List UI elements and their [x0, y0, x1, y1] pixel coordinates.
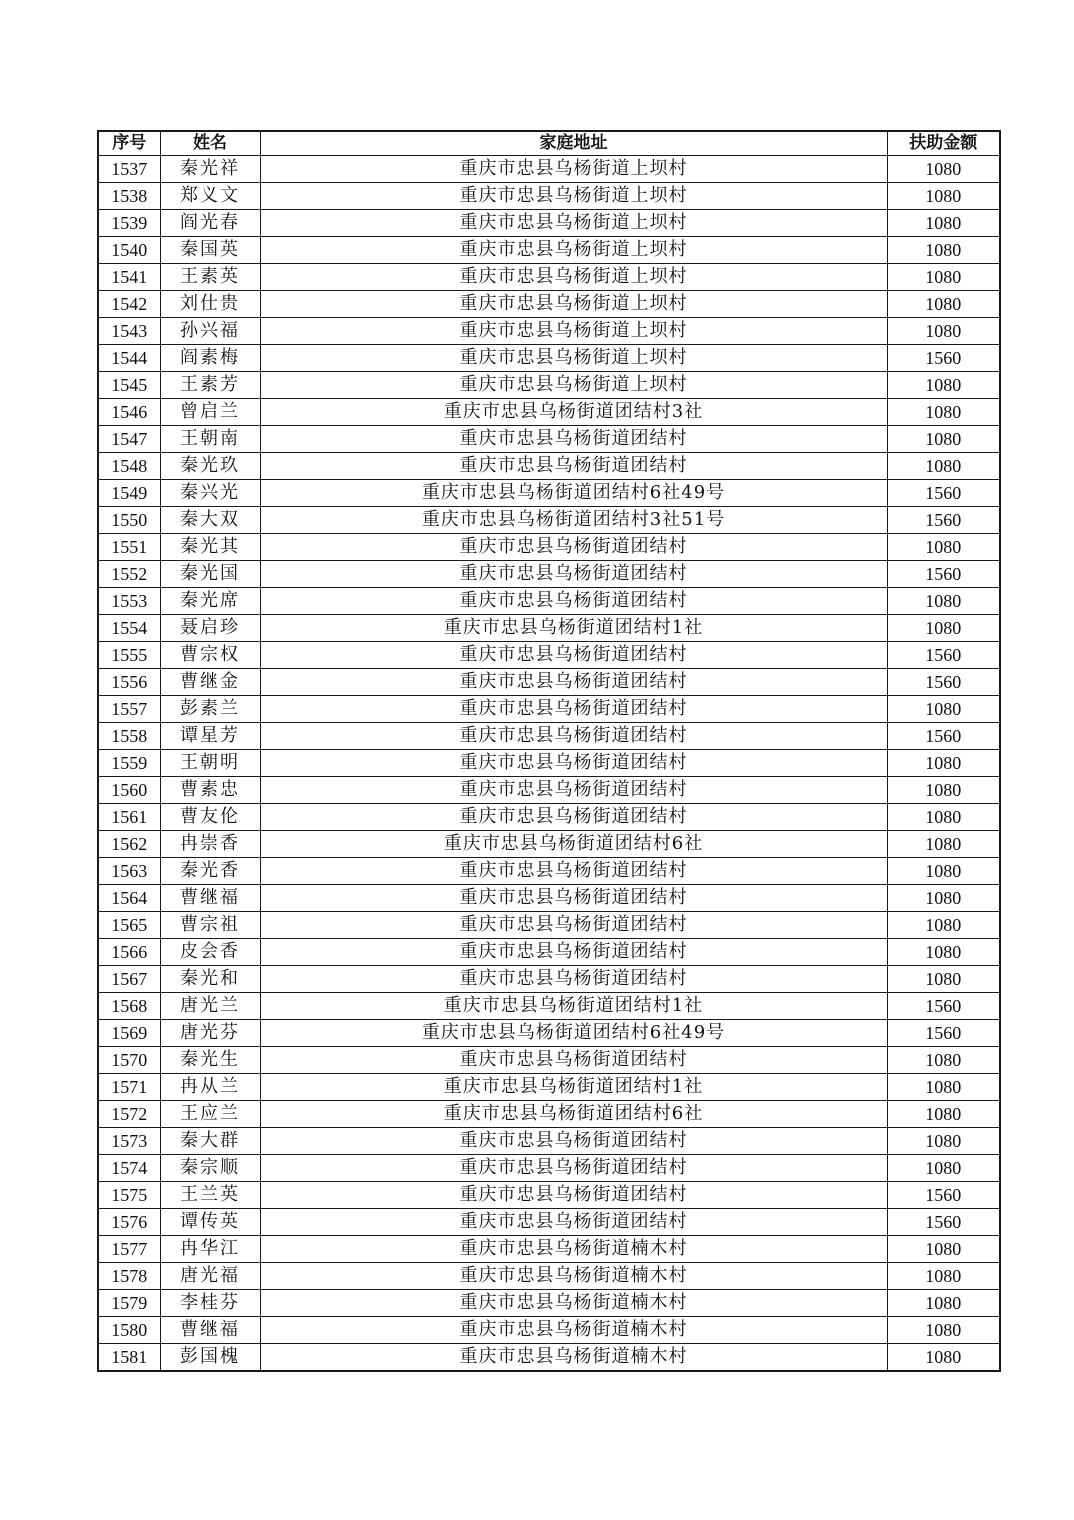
table-row [98, 507, 1000, 534]
table-row [98, 264, 1000, 291]
cell-amount: 1080 [887, 453, 1000, 480]
cell-address: 重庆市忠县乌杨街道团结村 [260, 669, 887, 696]
header-assistance-amount: 扶助金额 [887, 131, 1000, 156]
cell-address: 重庆市忠县乌杨街道团结村 [260, 534, 887, 561]
table-row [98, 1182, 1000, 1209]
table-row [98, 453, 1000, 480]
cell-name: 秦光和 [160, 966, 260, 993]
table-row [98, 885, 1000, 912]
cell-amount: 1560 [887, 669, 1000, 696]
cell-name: 唐光芬 [160, 1020, 260, 1047]
cell-name: 秦光席 [160, 588, 260, 615]
cell-serial-number: 1557 [98, 696, 160, 723]
cell-serial-number: 1573 [98, 1128, 160, 1155]
cell-amount: 1080 [887, 291, 1000, 318]
cell-serial-number: 1563 [98, 858, 160, 885]
cell-serial-number: 1547 [98, 426, 160, 453]
table-row [98, 696, 1000, 723]
cell-amount: 1080 [887, 858, 1000, 885]
cell-address: 重庆市忠县乌杨街道团结村 [260, 561, 887, 588]
cell-serial-number: 1562 [98, 831, 160, 858]
cell-amount: 1080 [887, 1074, 1000, 1101]
table-row [98, 993, 1000, 1020]
cell-name: 彭国槐 [160, 1344, 260, 1372]
table-row [98, 156, 1000, 183]
cell-address: 重庆市忠县乌杨街道团结村6社49号 [260, 480, 887, 507]
cell-name: 王素芳 [160, 372, 260, 399]
cell-amount: 1080 [887, 1236, 1000, 1263]
cell-address: 重庆市忠县乌杨街道团结村 [260, 939, 887, 966]
cell-name: 秦国英 [160, 237, 260, 264]
cell-address: 重庆市忠县乌杨街道楠木村 [260, 1317, 887, 1344]
cell-serial-number: 1544 [98, 345, 160, 372]
cell-address: 重庆市忠县乌杨街道楠木村 [260, 1236, 887, 1263]
cell-name: 谭星芳 [160, 723, 260, 750]
cell-name: 秦大群 [160, 1128, 260, 1155]
cell-amount: 1080 [887, 1128, 1000, 1155]
cell-address: 重庆市忠县乌杨街道团结村 [260, 858, 887, 885]
cell-name: 曹宗权 [160, 642, 260, 669]
cell-serial-number: 1564 [98, 885, 160, 912]
cell-address: 重庆市忠县乌杨街道团结村 [260, 588, 887, 615]
cell-serial-number: 1553 [98, 588, 160, 615]
cell-serial-number: 1559 [98, 750, 160, 777]
cell-address: 重庆市忠县乌杨街道团结村 [260, 723, 887, 750]
table-row [98, 318, 1000, 345]
cell-name: 郑义文 [160, 183, 260, 210]
table-row [98, 831, 1000, 858]
cell-name: 李桂芬 [160, 1290, 260, 1317]
cell-name: 王朝明 [160, 750, 260, 777]
cell-address: 重庆市忠县乌杨街道团结村 [260, 1047, 887, 1074]
cell-name: 秦光玖 [160, 453, 260, 480]
table-row [98, 966, 1000, 993]
cell-address: 重庆市忠县乌杨街道团结村 [260, 777, 887, 804]
cell-amount: 1080 [887, 777, 1000, 804]
table-row [98, 426, 1000, 453]
cell-name: 唐光兰 [160, 993, 260, 1020]
table-row [98, 939, 1000, 966]
cell-address: 重庆市忠县乌杨街道上坝村 [260, 210, 887, 237]
cell-amount: 1080 [887, 939, 1000, 966]
cell-amount: 1080 [887, 1263, 1000, 1290]
cell-amount: 1560 [887, 345, 1000, 372]
cell-amount: 1080 [887, 156, 1000, 183]
table-row [98, 291, 1000, 318]
cell-name: 阎素梅 [160, 345, 260, 372]
cell-address: 重庆市忠县乌杨街道楠木村 [260, 1263, 887, 1290]
cell-serial-number: 1558 [98, 723, 160, 750]
cell-amount: 1080 [887, 1290, 1000, 1317]
assistance-roster-table [97, 130, 1001, 1372]
cell-amount: 1080 [887, 183, 1000, 210]
cell-address: 重庆市忠县乌杨街道团结村1社 [260, 993, 887, 1020]
cell-serial-number: 1543 [98, 318, 160, 345]
header-row [98, 131, 1000, 156]
cell-address: 重庆市忠县乌杨街道团结村 [260, 1155, 887, 1182]
cell-serial-number: 1580 [98, 1317, 160, 1344]
table-row [98, 1317, 1000, 1344]
table-row [98, 777, 1000, 804]
cell-amount: 1080 [887, 615, 1000, 642]
cell-amount: 1080 [887, 831, 1000, 858]
cell-serial-number: 1545 [98, 372, 160, 399]
cell-amount: 1560 [887, 993, 1000, 1020]
cell-amount: 1080 [887, 372, 1000, 399]
cell-name: 阎光春 [160, 210, 260, 237]
cell-address: 重庆市忠县乌杨街道上坝村 [260, 156, 887, 183]
cell-amount: 1080 [887, 1317, 1000, 1344]
cell-address: 重庆市忠县乌杨街道团结村 [260, 642, 887, 669]
table-row [98, 345, 1000, 372]
table-row [98, 183, 1000, 210]
table-row [98, 210, 1000, 237]
cell-serial-number: 1574 [98, 1155, 160, 1182]
cell-address: 重庆市忠县乌杨街道团结村 [260, 912, 887, 939]
cell-name: 曹继福 [160, 885, 260, 912]
cell-address: 重庆市忠县乌杨街道团结村 [260, 750, 887, 777]
cell-serial-number: 1546 [98, 399, 160, 426]
table-row [98, 372, 1000, 399]
cell-amount: 1080 [887, 1101, 1000, 1128]
cell-address: 重庆市忠县乌杨街道上坝村 [260, 237, 887, 264]
cell-serial-number: 1537 [98, 156, 160, 183]
table-row [98, 615, 1000, 642]
cell-amount: 1560 [887, 480, 1000, 507]
cell-name: 唐光福 [160, 1263, 260, 1290]
cell-amount: 1080 [887, 534, 1000, 561]
cell-serial-number: 1541 [98, 264, 160, 291]
cell-name: 曹继福 [160, 1317, 260, 1344]
table-row [98, 804, 1000, 831]
cell-address: 重庆市忠县乌杨街道团结村 [260, 696, 887, 723]
cell-address: 重庆市忠县乌杨街道团结村3社 [260, 399, 887, 426]
cell-serial-number: 1578 [98, 1263, 160, 1290]
cell-amount: 1560 [887, 507, 1000, 534]
cell-name: 刘仕贵 [160, 291, 260, 318]
cell-amount: 1080 [887, 804, 1000, 831]
cell-amount: 1560 [887, 723, 1000, 750]
cell-serial-number: 1540 [98, 237, 160, 264]
cell-serial-number: 1554 [98, 615, 160, 642]
table-row [98, 561, 1000, 588]
header-name: 姓名 [160, 131, 260, 156]
table-row [98, 588, 1000, 615]
cell-name: 秦光国 [160, 561, 260, 588]
cell-name: 曾启兰 [160, 399, 260, 426]
cell-name: 秦兴光 [160, 480, 260, 507]
table-row [98, 858, 1000, 885]
table-row [98, 1047, 1000, 1074]
cell-amount: 1560 [887, 561, 1000, 588]
cell-amount: 1080 [887, 426, 1000, 453]
cell-serial-number: 1556 [98, 669, 160, 696]
cell-serial-number: 1548 [98, 453, 160, 480]
cell-address: 重庆市忠县乌杨街道团结村 [260, 1209, 887, 1236]
cell-name: 彭素兰 [160, 696, 260, 723]
cell-serial-number: 1569 [98, 1020, 160, 1047]
cell-name: 秦光祥 [160, 156, 260, 183]
cell-amount: 1080 [887, 588, 1000, 615]
cell-serial-number: 1549 [98, 480, 160, 507]
cell-address: 重庆市忠县乌杨街道上坝村 [260, 264, 887, 291]
cell-amount: 1080 [887, 912, 1000, 939]
cell-address: 重庆市忠县乌杨街道团结村1社 [260, 1074, 887, 1101]
table-row [98, 642, 1000, 669]
cell-address: 重庆市忠县乌杨街道团结村6社 [260, 831, 887, 858]
table-row [98, 237, 1000, 264]
cell-serial-number: 1538 [98, 183, 160, 210]
cell-name: 秦大双 [160, 507, 260, 534]
cell-name: 王素英 [160, 264, 260, 291]
table-row [98, 1020, 1000, 1047]
cell-amount: 1080 [887, 750, 1000, 777]
table-row [98, 1074, 1000, 1101]
cell-address: 重庆市忠县乌杨街道团结村6社 [260, 1101, 887, 1128]
table-body [98, 156, 1000, 1372]
cell-address: 重庆市忠县乌杨街道上坝村 [260, 372, 887, 399]
cell-serial-number: 1575 [98, 1182, 160, 1209]
cell-serial-number: 1566 [98, 939, 160, 966]
table-row [98, 1209, 1000, 1236]
cell-address: 重庆市忠县乌杨街道团结村6社49号 [260, 1020, 887, 1047]
cell-name: 曹宗祖 [160, 912, 260, 939]
table-row [98, 723, 1000, 750]
table-row [98, 1344, 1000, 1372]
cell-amount: 1080 [887, 885, 1000, 912]
table-row [98, 1155, 1000, 1182]
cell-name: 冉华江 [160, 1236, 260, 1263]
cell-address: 重庆市忠县乌杨街道上坝村 [260, 291, 887, 318]
table-row [98, 669, 1000, 696]
cell-serial-number: 1576 [98, 1209, 160, 1236]
cell-serial-number: 1561 [98, 804, 160, 831]
table-row [98, 1101, 1000, 1128]
cell-address: 重庆市忠县乌杨街道楠木村 [260, 1344, 887, 1372]
cell-name: 王朝南 [160, 426, 260, 453]
cell-name: 秦光其 [160, 534, 260, 561]
cell-address: 重庆市忠县乌杨街道上坝村 [260, 183, 887, 210]
table-row [98, 1263, 1000, 1290]
cell-name: 秦宗顺 [160, 1155, 260, 1182]
cell-amount: 1080 [887, 318, 1000, 345]
table-row [98, 534, 1000, 561]
cell-name: 冉从兰 [160, 1074, 260, 1101]
cell-name: 聂启珍 [160, 615, 260, 642]
cell-serial-number: 1572 [98, 1101, 160, 1128]
cell-serial-number: 1581 [98, 1344, 160, 1372]
cell-amount: 1560 [887, 1182, 1000, 1209]
cell-serial-number: 1565 [98, 912, 160, 939]
cell-serial-number: 1567 [98, 966, 160, 993]
cell-serial-number: 1555 [98, 642, 160, 669]
cell-amount: 1560 [887, 642, 1000, 669]
cell-amount: 1080 [887, 1344, 1000, 1372]
cell-serial-number: 1570 [98, 1047, 160, 1074]
cell-amount: 1080 [887, 1155, 1000, 1182]
cell-amount: 1080 [887, 966, 1000, 993]
cell-amount: 1080 [887, 696, 1000, 723]
cell-name: 王兰英 [160, 1182, 260, 1209]
cell-name: 冉崇香 [160, 831, 260, 858]
table-row [98, 1128, 1000, 1155]
cell-address: 重庆市忠县乌杨街道团结村 [260, 426, 887, 453]
cell-serial-number: 1550 [98, 507, 160, 534]
cell-serial-number: 1577 [98, 1236, 160, 1263]
cell-name: 皮会香 [160, 939, 260, 966]
cell-name: 曹继金 [160, 669, 260, 696]
cell-address: 重庆市忠县乌杨街道团结村 [260, 966, 887, 993]
cell-amount: 1080 [887, 210, 1000, 237]
cell-amount: 1080 [887, 399, 1000, 426]
cell-address: 重庆市忠县乌杨街道上坝村 [260, 345, 887, 372]
cell-serial-number: 1539 [98, 210, 160, 237]
cell-name: 秦光香 [160, 858, 260, 885]
table-row [98, 1290, 1000, 1317]
cell-address: 重庆市忠县乌杨街道团结村 [260, 804, 887, 831]
cell-serial-number: 1560 [98, 777, 160, 804]
table-header [98, 131, 1000, 156]
table-row [98, 1236, 1000, 1263]
cell-serial-number: 1579 [98, 1290, 160, 1317]
cell-name: 孙兴福 [160, 318, 260, 345]
cell-amount: 1080 [887, 1047, 1000, 1074]
cell-serial-number: 1568 [98, 993, 160, 1020]
cell-name: 秦光生 [160, 1047, 260, 1074]
cell-amount: 1560 [887, 1020, 1000, 1047]
cell-serial-number: 1542 [98, 291, 160, 318]
cell-address: 重庆市忠县乌杨街道团结村3社51号 [260, 507, 887, 534]
cell-address: 重庆市忠县乌杨街道上坝村 [260, 318, 887, 345]
cell-serial-number: 1551 [98, 534, 160, 561]
table-row [98, 399, 1000, 426]
cell-address: 重庆市忠县乌杨街道团结村 [260, 1128, 887, 1155]
cell-address: 重庆市忠县乌杨街道团结村 [260, 885, 887, 912]
cell-name: 王应兰 [160, 1101, 260, 1128]
cell-amount: 1080 [887, 237, 1000, 264]
cell-serial-number: 1552 [98, 561, 160, 588]
cell-amount: 1080 [887, 264, 1000, 291]
table-row [98, 912, 1000, 939]
cell-name: 曹友伦 [160, 804, 260, 831]
header-serial-number: 序号 [98, 131, 160, 156]
cell-name: 谭传英 [160, 1209, 260, 1236]
cell-address: 重庆市忠县乌杨街道团结村 [260, 1182, 887, 1209]
header-home-address: 家庭地址 [260, 131, 887, 156]
cell-amount: 1560 [887, 1209, 1000, 1236]
cell-address: 重庆市忠县乌杨街道团结村1社 [260, 615, 887, 642]
cell-address: 重庆市忠县乌杨街道团结村 [260, 453, 887, 480]
cell-serial-number: 1571 [98, 1074, 160, 1101]
cell-address: 重庆市忠县乌杨街道楠木村 [260, 1290, 887, 1317]
cell-name: 曹素忠 [160, 777, 260, 804]
table-row [98, 480, 1000, 507]
table-row [98, 750, 1000, 777]
